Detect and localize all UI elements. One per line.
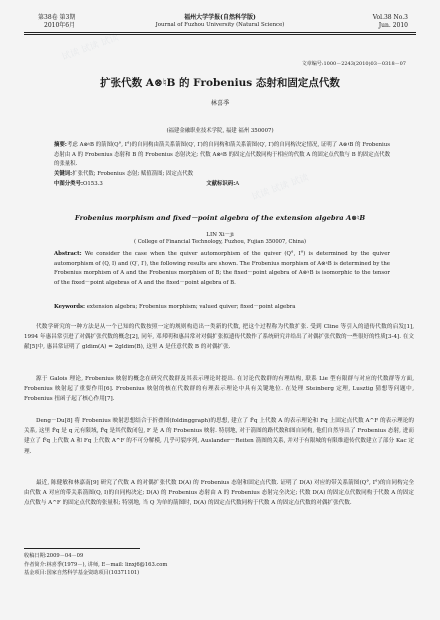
- header-rule-thin: [24, 34, 416, 35]
- keywords-en: [54, 303, 390, 313]
- keywords-cn-label: 关键词:: [54, 171, 73, 177]
- volume-en: Vol.38 No.3: [372, 14, 408, 21]
- header-left: [38, 14, 75, 29]
- watermark: 试读 试读 试读: [250, 172, 311, 203]
- header-rule: [24, 32, 416, 33]
- article-number: 文章编号:1000－2243(2010)03－0318－07: [301, 61, 406, 67]
- abstract-en-text: We consider the case when the quiver automorphism of the quiver (Q°, I°) is determined by the quiver automorphism of (Q, I) and (Q′, I′), the following results are shown. The Frobenius morphism of A⊗♮B is determined by the Frobenius morphism of A and the Frobenius morphism of B; the fixed－point algebra of A⊗♮B is isomorphic to the tensor of the fixed－point algebras of A and the fixed－point algebra of B.: [54, 251, 390, 286]
- author-en: LIN Xi－ji: [206, 232, 234, 238]
- watermark: 试读 试读 试读: [90, 412, 151, 443]
- footnote-received: 收稿日期:2009－04－09: [24, 553, 84, 559]
- body-paragraph-3: Deng－Du[8] 将 Frobenius 映射思想结合于折叠图(foldinggraph)的思想, 建立了 F̄q 上代数 A 的表示理论和 Fq 上固定点代数 A^F 的表示理论的关系, 这里 F̄q 是 q 元有限域, F̄q 是其代数闭包, F 是 A 的 Frobenius 映射. 特别地, 对于箭图的路代数和图自同构, 他们自然导出了 Frobenius 态射, 进而建立了 F̄q 上代数 A 和 Fq 上代数 A^F 的不可分解模, 几乎可裂序列, Auslander－Reiten 箭图的关系, 并对于有限城的有限维遗传代数建立了部分 Kac 定理.: [24, 418, 414, 455]
- journal-name-en: Journal of Fuzhou University (Natural Science): [155, 21, 285, 28]
- clc-value: O153.3: [82, 181, 103, 187]
- keywords-en-label: Keywords:: [54, 304, 85, 310]
- author-cn: 林喜季: [210, 100, 230, 107]
- footnote-author: 作者简介:林喜季(1979－), 讲师, E－mail: linxj6@163.com: [24, 561, 168, 568]
- abstract-cn-text: 考虑 A⊗♮B 的箭图(Q°, I°)的自同构由箭关系箭图(Q′, I′)的自同构和箭关系箭图(Q′, I′)的自同构决定情况, 证明了 A⊗♮B 的 Frobenius 态射由 A 的 Frobenius 态射和 B 的 Frobenius 态射决定; 代数 A⊗♮B 的固定点代数同构于相应的代数 A 的固定点代数与 B 的固定点代数的张量积.: [54, 142, 390, 168]
- classification: [54, 180, 390, 190]
- abstract-cn: [54, 141, 390, 170]
- date-en: Jun. 2010: [378, 21, 408, 29]
- affiliation-cn: (福建金融职业技术学院, 福建 福州 350007): [166, 128, 274, 134]
- header-center: [128, 14, 312, 29]
- abstract-cn-label: 摘要:: [54, 142, 67, 148]
- date-cn: 2010年6月: [44, 21, 76, 29]
- clc-label: 中图分类号:: [54, 181, 83, 187]
- footnote-fund: 基金项目:国家自然科学基金资助项目(10371101): [24, 570, 140, 576]
- body-paragraph-4: 最近, 陈健敏和林嘉南[9] 研究了代数 A 的对偶扩张代数 D(A) 的 Frobenius 态射和固定点代数. 证明了 D(A) 对应的带关系箭图(Q°, I°)的自同构完全由代数 A 对应的带关系箭图(Q, I)的自同构决定; D(A) 的 Frobenius 态射由 A 的 Frobenius 态射完全决定; 代数 D(A) 的固定点代数同构于代数 A 的固定点代数与 A^F 的固定点代数的张量积; 特别地, 当 Q 为单的箭图时, D(A) 的固定点代数同构于代数 A 的固定点代数的对偶扩张代数.: [24, 480, 414, 507]
- body-paragraph-1: 代数学研究的一种方法是从一个已知的代数按照一定的规则构造出一类新的代数, 把这个过程称为代数扩张. 受到 Cline 等引入的遗传代数的启发[1], 1994 年惠昌常引进了对偶扩张代数的概念[2], 同年, 邓邦明和惠昌常对对偶扩张拟遗传代数作了系统研究并给出了对偶扩张代数的一些很好的性质[3-4]. 在文献[5]中, 惠昌常证明了 gldim(A) = 2gldim(B), 这里 A 是任意代数 B 的对偶扩张.: [24, 324, 414, 351]
- journal-name-cn: 福州大学学报(自然科学版): [184, 14, 256, 21]
- keywords-en-text: extension algebra; Frobenius morphism; valued quiver; fixed－point algebra: [86, 304, 296, 310]
- volume-cn: 第38卷 第3期: [38, 14, 76, 21]
- affiliation-en: ( College of Financial Technology, Fuzhou, Fujian 350007, China): [134, 239, 306, 245]
- keywords-cn: [54, 170, 390, 180]
- body-paragraph-2: 源于 Galois 理论, Frobenius 映射的概念在研究代数群及其表示理论时提出. 在讨论代数群的有理结构, 联系 Lie 型有限群与对应的代数群等方面, Frobenius 映射起了重要作用[6]. Frobenius 映射的核在代数群的有理表示理论中具有关键地位. 在处理 Steinberg 定理, Lusztig 猜想等问题中, Frobenius 扭函子起了核心作用[7].: [24, 376, 414, 403]
- header-right: [373, 14, 408, 29]
- footnote: [24, 552, 324, 578]
- title-en: Frobenius morphism and fixed－point algebra of the extension algebra A⊗♮B: [74, 214, 366, 222]
- abstract-en-label: Abstract:: [54, 251, 82, 257]
- keywords-cn-text: 扩张代数; Frobenius 态射; 赋值箭图; 固定点代数: [72, 171, 193, 177]
- title-cn: 扩张代数 A⊗♮B 的 Frobenius 态射和固定点代数: [100, 77, 340, 89]
- abstract-en: [54, 250, 390, 288]
- footnote-rule: [24, 548, 140, 549]
- watermark: 试读 试读 试读: [60, 32, 121, 63]
- doc-code-label: 文献标识码:: [206, 181, 236, 187]
- doc-code-value: A: [235, 181, 240, 187]
